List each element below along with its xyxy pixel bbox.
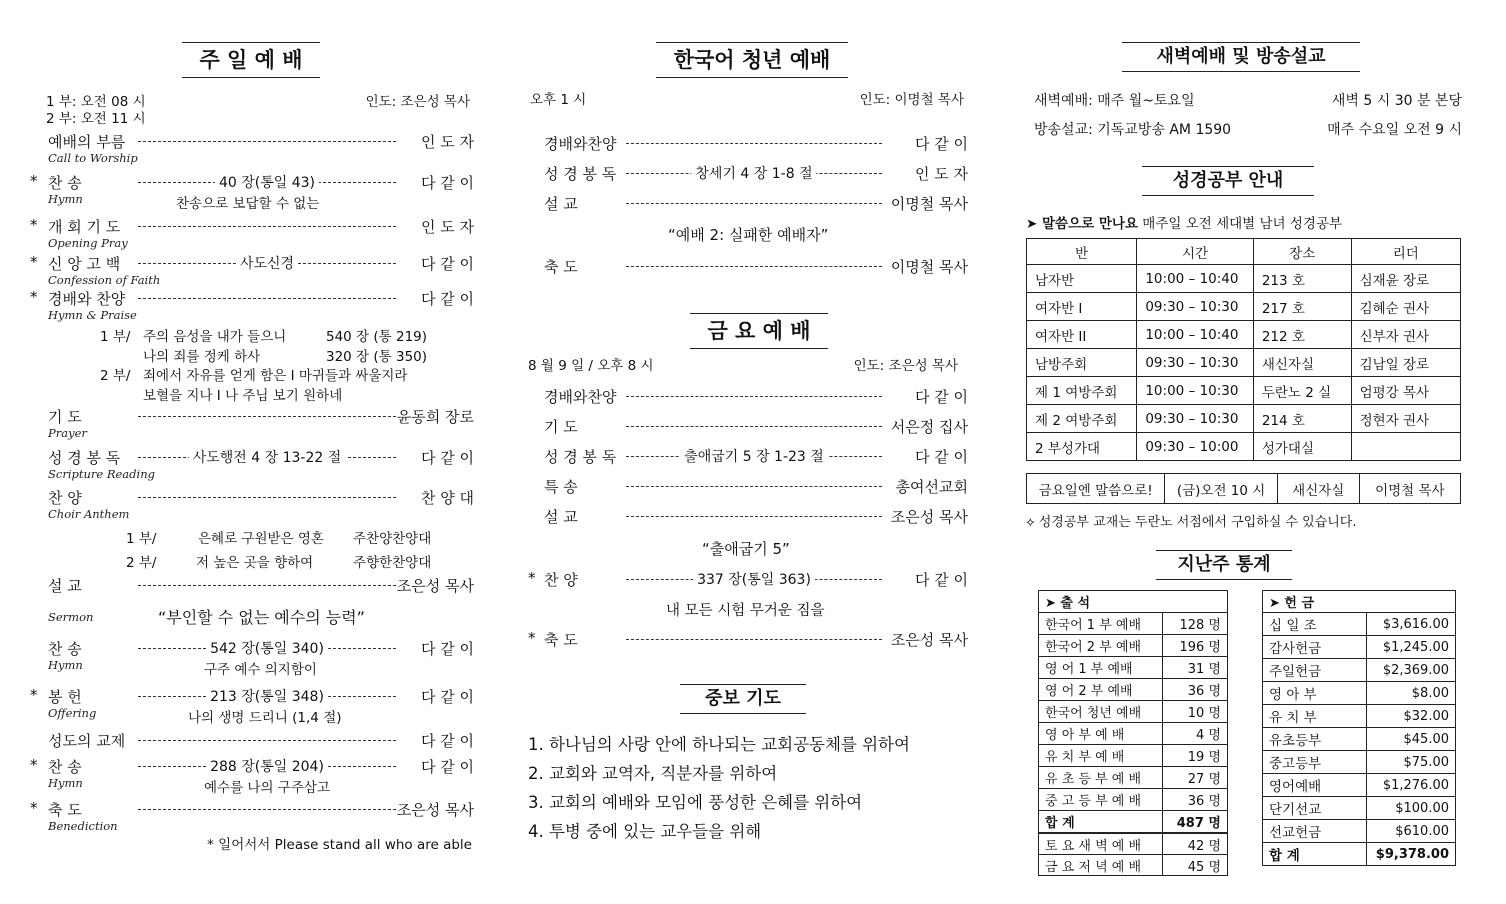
- order-english: Prayer: [48, 426, 87, 440]
- praise-song: 죄에서 자유를 얻게 함은 I 마귀들과 싸울지라: [143, 368, 408, 384]
- bible-row: [1027, 405, 1461, 433]
- bible-cell: 212 호: [1253, 321, 1351, 349]
- order-english: Call to Worship: [48, 151, 138, 165]
- attendance-label: 영 어 2 부 예배: [1039, 679, 1163, 701]
- sunday-service: [28, 0, 484, 904]
- friday-hymn-sub: 내 모든 시험 무거운 짐을: [666, 603, 825, 619]
- attendance-count: 4 명: [1163, 723, 1228, 745]
- order-row: [28, 131, 484, 153]
- order-label: 경배와찬양: [544, 135, 617, 153]
- bible-row: [1027, 433, 1461, 461]
- bible-intro: [1026, 212, 1342, 232]
- choir-name: 주찬양찬양대: [353, 531, 432, 547]
- offering-row: [1263, 728, 1456, 751]
- order-label: 경배와찬양: [544, 388, 617, 406]
- order-row: [522, 506, 978, 528]
- offering-header: ➤ 헌 금: [1263, 591, 1367, 613]
- attendance-count: 10 명: [1163, 701, 1228, 723]
- order-right: 이명철 목사: [890, 258, 968, 276]
- offering-row: [1263, 636, 1456, 659]
- order-label: 찬 송: [48, 758, 82, 776]
- bible-cell: 여자반 I: [1027, 293, 1137, 321]
- dotted-leader: [626, 203, 882, 204]
- attendance-extra-label: 금 요 저 녁 예 배: [1039, 855, 1163, 876]
- standing-marker: *: [30, 288, 38, 306]
- order-label: 성도의 교제: [48, 732, 126, 750]
- attendance-extra-count: 45 명: [1163, 855, 1228, 876]
- bible-row: [1027, 377, 1461, 405]
- dawn-line2-right: 매주 수요일 오전 9 시: [1327, 122, 1462, 138]
- order-english: Offering: [48, 706, 97, 720]
- dotted-leader: [138, 416, 396, 417]
- order-label: 설 교: [544, 195, 578, 213]
- order-english: Scripture Reading: [48, 467, 155, 481]
- bible-cell: 여자반 II: [1027, 321, 1137, 349]
- bible-cell: 09:30 – 10:30: [1137, 293, 1254, 321]
- order-label: 기 도: [48, 408, 82, 426]
- offering-row: [1263, 797, 1456, 820]
- order-label: 성 경 봉 독: [48, 449, 121, 467]
- offering-amount: $3,616.00: [1367, 613, 1456, 636]
- order-sub: 구주 예수 의지함이: [204, 662, 317, 678]
- offering-label: 영어예배: [1263, 774, 1367, 797]
- dotted-leader: [138, 497, 396, 498]
- right-column: [1022, 0, 1472, 904]
- friday-bible-row-cells: [1027, 474, 1461, 504]
- bible-cell: 09:30 – 10:00: [1137, 433, 1254, 461]
- friday-title: 금 요 예 배: [690, 313, 828, 349]
- order-row: [28, 575, 484, 597]
- attendance-count: 196 명: [1163, 635, 1228, 657]
- youth-leader: 인도: 이명철 목사: [859, 92, 964, 108]
- bible-cell: 제 1 여방주회: [1027, 377, 1137, 405]
- praise-song: 나의 죄를 정케 하사: [143, 349, 261, 365]
- youth-sermon-title: “예배 2: 실패한 예배자”: [668, 226, 829, 244]
- praise-number: 320 장 (통 350): [326, 349, 428, 365]
- dawn-line2-left: 방송설교: 기독교방송 AM 1590: [1034, 122, 1232, 138]
- order-right: 조은성 목사: [396, 801, 474, 819]
- order-row: [28, 447, 484, 469]
- offering-amount: $8.00: [1367, 682, 1456, 705]
- order-right: 조은성 목사: [890, 631, 968, 649]
- standing-marker: *: [30, 216, 38, 234]
- bible-title: 성경공부 안내: [1142, 166, 1314, 196]
- order-right: 윤동희 장로: [396, 408, 474, 426]
- attendance-count: 31 명: [1163, 657, 1228, 679]
- friday-bible-row: [1026, 473, 1461, 504]
- order-english: Benediction: [48, 819, 118, 833]
- dawn-title: 새벽예배 및 방송설교: [1122, 42, 1360, 72]
- attendance-header: ➤ 출 석: [1039, 591, 1163, 613]
- friday-bible-cell: 금요일엔 말씀으로!: [1027, 474, 1165, 504]
- sunday-time-1: 1 부: 오전 08 시: [46, 94, 146, 110]
- order-label: 기 도: [544, 418, 578, 436]
- order-label: 봉 헌: [48, 688, 82, 706]
- attendance-extra-row: [1039, 834, 1228, 855]
- attendance-row: [1039, 701, 1228, 723]
- bible-intro-text: 매주일 오전 세대별 남녀 성경공부: [1142, 216, 1343, 232]
- order-detail: 542 장(통일 340): [206, 638, 328, 658]
- offering-row: [1263, 705, 1456, 728]
- offering-row: [1263, 774, 1456, 797]
- praise-part: 2 부/: [100, 368, 131, 384]
- order-detail: 사도행전 4 장 13-22 절: [189, 447, 346, 467]
- bible-cell: 10:00 – 10:30: [1137, 377, 1254, 405]
- youth-time: 오후 1 시: [530, 92, 587, 108]
- order-right: 인 도 자: [420, 133, 474, 151]
- order-label: 찬 송: [48, 174, 82, 192]
- attendance-label: 유 치 부 예 배: [1039, 745, 1163, 767]
- attendance-header-row: [1039, 591, 1228, 613]
- bible-cell: 10:00 – 10:40: [1137, 265, 1254, 293]
- bible-header-cell: 리더: [1351, 239, 1460, 265]
- offering-amount: $45.00: [1367, 728, 1456, 751]
- order-label: 성 경 봉 독: [544, 165, 617, 183]
- order-english: Hymn: [48, 192, 83, 206]
- choir-song: 저 높은 곳을 향하여: [196, 555, 314, 571]
- attendance-total-count: 487 명: [1163, 811, 1228, 833]
- attendance-row: [1039, 745, 1228, 767]
- offering-label: 선교헌금: [1263, 820, 1367, 843]
- bible-cell: [1351, 433, 1460, 461]
- order-label: 성 경 봉 독: [544, 448, 617, 466]
- friday-sermon-title: “출애굽기 5”: [702, 540, 790, 558]
- attendance-row: [1039, 635, 1228, 657]
- attendance-table: [1038, 590, 1228, 833]
- order-right: 다 같 이: [914, 388, 968, 406]
- order-right: 인 도 자: [420, 218, 474, 236]
- praise-number: 540 장 (통 219): [326, 329, 428, 345]
- order-detail: 337 장(통일 363): [693, 569, 815, 589]
- order-right: 찬 양 대: [420, 489, 474, 507]
- order-english: Hymn: [48, 658, 83, 672]
- offering-amount: $1,276.00: [1367, 774, 1456, 797]
- order-right: 다 같 이: [420, 255, 474, 273]
- standing-marker: *: [30, 172, 38, 190]
- order-right: 다 같 이: [420, 640, 474, 658]
- choir-part: 1 부/: [126, 531, 157, 547]
- attendance-row: [1039, 723, 1228, 745]
- friday-bible-cell: (금)오전 10 시: [1165, 474, 1278, 504]
- offering-label: 영 아 부: [1263, 682, 1367, 705]
- praise-part: 1 부/: [100, 329, 131, 345]
- bible-cell: 심재윤 장로: [1351, 265, 1460, 293]
- attendance-row: [1039, 613, 1228, 635]
- dawn-line1-right: 새벽 5 시 30 분 본당: [1331, 93, 1462, 109]
- order-row: [28, 216, 484, 238]
- prayer-title: 중보 기도: [680, 684, 806, 714]
- order-right: 다 같 이: [420, 174, 474, 192]
- dotted-leader: [138, 141, 396, 142]
- bible-cell: 새신자실: [1253, 349, 1351, 377]
- offering-table: [1262, 590, 1456, 866]
- order-detail: 창세기 4 장 1-8 절: [691, 163, 816, 183]
- attendance-row: [1039, 789, 1228, 811]
- order-english: Confession of Faith: [48, 273, 161, 287]
- attendance-label: 한국어 2 부 예배: [1039, 635, 1163, 657]
- sunday-leader: 인도: 조은성 목사: [365, 94, 470, 110]
- bible-intro-bold: ➤ 말씀으로 만나요: [1026, 216, 1138, 232]
- order-row: [28, 756, 484, 778]
- bible-cell: 09:30 – 10:30: [1137, 349, 1254, 377]
- attendance-label: 한국어 청년 예배: [1039, 701, 1163, 723]
- choir-part: 2 부/: [126, 555, 157, 571]
- attendance-count: 19 명: [1163, 745, 1228, 767]
- offering-header-blank: [1367, 591, 1456, 613]
- bible-row: [1027, 321, 1461, 349]
- standing-marker: *: [30, 686, 38, 704]
- standing-marker: *: [528, 629, 536, 647]
- order-right: 다 같 이: [914, 448, 968, 466]
- attendance-label: 한국어 1 부 예배: [1039, 613, 1163, 635]
- dotted-leader: [138, 226, 396, 227]
- offering-amount: $1,245.00: [1367, 636, 1456, 659]
- order-english: Sermon: [48, 610, 94, 624]
- order-label: 찬 양: [48, 489, 82, 507]
- bible-cell: 엄평강 목사: [1351, 377, 1460, 405]
- attendance-header-blank: [1163, 591, 1228, 613]
- order-row: [522, 476, 978, 498]
- bible-cell: 09:30 – 10:30: [1137, 405, 1254, 433]
- order-label: 신 앙 고 백: [48, 255, 121, 273]
- youth-title: 한국어 청년 예배: [656, 42, 848, 78]
- offering-row: [1263, 682, 1456, 705]
- order-right: 조은성 목사: [396, 577, 474, 595]
- bible-row: [1027, 265, 1461, 293]
- offering-row: [1263, 820, 1456, 843]
- order-label: 예배의 부름: [48, 133, 126, 151]
- offering-total-row: [1263, 843, 1456, 866]
- offering-row: [1263, 751, 1456, 774]
- standing-marker: *: [528, 569, 536, 587]
- order-right: 이명철 목사: [890, 195, 968, 213]
- dawn-line1-left: 새벽예배: 매주 월~토요일: [1034, 93, 1195, 109]
- order-detail: 40 장(통일 43): [215, 172, 319, 192]
- bible-cell: 성가대실: [1253, 433, 1351, 461]
- order-english: Hymn & Praise: [48, 308, 137, 322]
- bible-header-row: [1027, 239, 1461, 265]
- order-sub: 찬송으로 보답할 수 없는: [176, 196, 320, 212]
- prayer-item: 4. 투병 중에 있는 교우들을 위해: [528, 822, 762, 841]
- bible-header-cell: 반: [1027, 239, 1137, 265]
- middle-column: [522, 0, 978, 904]
- bible-cell: 정현자 권사: [1351, 405, 1460, 433]
- attendance-count: 36 명: [1163, 679, 1228, 701]
- order-row: [522, 446, 978, 468]
- order-sub: 예수를 나의 구주삼고: [204, 780, 330, 796]
- friday-leader: 인도: 조은성 목사: [853, 358, 958, 374]
- standing-marker: *: [30, 756, 38, 774]
- bible-cell: 제 2 여방주회: [1027, 405, 1137, 433]
- attendance-extra-label: 토 요 새 벽 예 배: [1039, 834, 1163, 855]
- choir-name: 주향한찬양대: [353, 555, 432, 571]
- bible-cell: 남방주회: [1027, 349, 1137, 377]
- standing-marker: *: [30, 253, 38, 271]
- order-right: 다 같 이: [420, 732, 474, 750]
- bible-note: ⟡ 성경공부 교재는 두란노 서점에서 구입하실 수 있습니다.: [1026, 515, 1357, 530]
- friday-bible-cell: 새신자실: [1277, 474, 1359, 504]
- order-row: [28, 730, 484, 752]
- offering-label: 감사헌금: [1263, 636, 1367, 659]
- prayer-item: 1. 하나님의 사랑 안에 하나되는 교회공동체를 위하여: [528, 735, 910, 754]
- order-sub: 나의 생명 드리니 (1,4 절): [188, 710, 342, 726]
- stand-footnote: * 일어서서 Please stand all who are able: [207, 837, 472, 853]
- attendance-label: 영 어 1 부 예배: [1039, 657, 1163, 679]
- attendance-count: 27 명: [1163, 767, 1228, 789]
- bible-cell: 두란노 2 실: [1253, 377, 1351, 405]
- offering-header-row: [1263, 591, 1456, 613]
- order-label: 찬 양: [544, 571, 578, 589]
- dotted-leader: [626, 143, 882, 144]
- order-label: 특 송: [544, 478, 578, 496]
- offering-label: 단기선교: [1263, 797, 1367, 820]
- dotted-leader: [138, 298, 396, 299]
- order-row: [522, 569, 978, 591]
- order-right: 다 같 이: [420, 688, 474, 706]
- order-label: 설 교: [48, 577, 82, 595]
- offering-amount: $610.00: [1367, 820, 1456, 843]
- attendance-extra-count: 42 명: [1163, 834, 1228, 855]
- attendance-total-row: [1039, 811, 1228, 833]
- offering-total-amount: $9,378.00: [1367, 843, 1456, 866]
- offering-total-label: 합 계: [1263, 843, 1367, 866]
- bible-header-cell: 장소: [1253, 239, 1351, 265]
- offering-label: 유초등부: [1263, 728, 1367, 751]
- order-row: [28, 288, 484, 310]
- bible-cell: 10:00 – 10:40: [1137, 321, 1254, 349]
- attendance-count: 128 명: [1163, 613, 1228, 635]
- order-row: [522, 133, 978, 155]
- order-row: [522, 256, 978, 278]
- order-row: [28, 487, 484, 509]
- order-row: [28, 686, 484, 708]
- order-english: Opening Pray: [48, 236, 128, 250]
- dotted-leader: [626, 396, 882, 397]
- order-detail: 사도신경: [236, 253, 298, 273]
- choir-song: 은혜로 구원받은 영혼: [198, 531, 324, 547]
- order-right: 다 같 이: [914, 135, 968, 153]
- offering-amount: $75.00: [1367, 751, 1456, 774]
- bible-header-cell: 시간: [1137, 239, 1254, 265]
- order-english: Hymn: [48, 776, 83, 790]
- prayer-item: 2. 교회와 교역자, 직분자를 위하여: [528, 764, 778, 783]
- praise-song: 주의 음성을 내가 들으니: [143, 329, 287, 345]
- offering-row: [1263, 659, 1456, 682]
- order-right: 인 도 자: [914, 165, 968, 183]
- attendance-extra-row: [1039, 855, 1228, 876]
- order-right: 다 같 이: [420, 758, 474, 776]
- order-right: 조은성 목사: [890, 508, 968, 526]
- order-row: [522, 629, 978, 651]
- bible-cell: 213 호: [1253, 265, 1351, 293]
- offering-label: 십 일 조: [1263, 613, 1367, 636]
- offering-label: 중고등부: [1263, 751, 1367, 774]
- order-row: [522, 193, 978, 215]
- order-right: 다 같 이: [914, 571, 968, 589]
- order-label: 경배와 찬양: [48, 290, 126, 308]
- order-label: 축 도: [544, 258, 578, 276]
- attendance-total-label: 합 계: [1039, 811, 1163, 833]
- offering-label: 주일헌금: [1263, 659, 1367, 682]
- order-row: [28, 638, 484, 660]
- attendance-count: 36 명: [1163, 789, 1228, 811]
- bible-cell: 김남일 장로: [1351, 349, 1460, 377]
- dotted-leader: [138, 809, 396, 810]
- attendance-row: [1039, 679, 1228, 701]
- attendance-extra-table: [1038, 833, 1228, 876]
- attendance-row: [1039, 767, 1228, 789]
- order-row: [28, 172, 484, 194]
- order-label: 개 회 기 도: [48, 218, 121, 236]
- order-right: 다 같 이: [420, 290, 474, 308]
- order-english: Choir Anthem: [48, 507, 130, 521]
- dotted-leader: [626, 266, 882, 267]
- order-row: [28, 406, 484, 428]
- attendance-label: 유 초 등 부 예 배: [1039, 767, 1163, 789]
- dotted-leader: [138, 585, 396, 586]
- attendance-label: 영 아 부 예 배: [1039, 723, 1163, 745]
- dotted-leader: [138, 740, 396, 741]
- sunday-time-2: 2 부: 오전 11 시: [46, 111, 146, 127]
- praise-song: 보혈을 지나 I 나 주님 보기 원하네: [143, 388, 343, 404]
- bible-study-table: [1026, 238, 1461, 461]
- dotted-leader: [626, 639, 882, 640]
- order-row: [28, 253, 484, 275]
- order-right: 다 같 이: [420, 449, 474, 467]
- bible-cell: 2 부성가대: [1027, 433, 1137, 461]
- offering-amount: $2,369.00: [1367, 659, 1456, 682]
- order-right: 서은정 집사: [890, 418, 968, 436]
- bible-row: [1027, 349, 1461, 377]
- order-right: 총여선교회: [895, 478, 968, 496]
- friday-bible-cell: 이명철 목사: [1359, 474, 1460, 504]
- dotted-leader: [626, 486, 882, 487]
- order-label: 축 도: [544, 631, 578, 649]
- bible-row: [1027, 293, 1461, 321]
- bible-cell: 217 호: [1253, 293, 1351, 321]
- order-detail: 288 장(통일 204): [206, 756, 328, 776]
- friday-time: 8 월 9 일 / 오후 8 시: [528, 358, 654, 374]
- attendance-row: [1039, 657, 1228, 679]
- sunday-title: 주 일 예 배: [182, 42, 320, 78]
- stats-title: 지난주 통계: [1156, 550, 1292, 580]
- order-detail: 출애굽기 5 장 1-23 절: [680, 446, 828, 466]
- order-detail: 213 장(통일 348): [206, 686, 328, 706]
- offering-label: 유 치 부: [1263, 705, 1367, 728]
- prayer-item: 3. 교회의 예배와 모임에 풍성한 은혜를 위하여: [528, 793, 863, 812]
- offering-row: [1263, 613, 1456, 636]
- order-row: [522, 416, 978, 438]
- bible-cell: 남자반: [1027, 265, 1137, 293]
- bible-cell: 김혜순 권사: [1351, 293, 1460, 321]
- order-label: 설 교: [544, 508, 578, 526]
- order-row: [28, 799, 484, 821]
- order-label: 찬 송: [48, 640, 82, 658]
- bible-cell: 신부자 권사: [1351, 321, 1460, 349]
- dotted-leader: [626, 426, 882, 427]
- order-row: [522, 163, 978, 185]
- offering-amount: $100.00: [1367, 797, 1456, 820]
- dotted-leader: [626, 516, 882, 517]
- attendance-label: 중 고 등 부 예 배: [1039, 789, 1163, 811]
- bible-cell: 214 호: [1253, 405, 1351, 433]
- order-label: 축 도: [48, 801, 82, 819]
- standing-marker: *: [30, 799, 38, 817]
- offering-amount: $32.00: [1367, 705, 1456, 728]
- order-row: [522, 386, 978, 408]
- sermon-title: “부인할 수 없는 예수의 능력”: [158, 608, 365, 627]
